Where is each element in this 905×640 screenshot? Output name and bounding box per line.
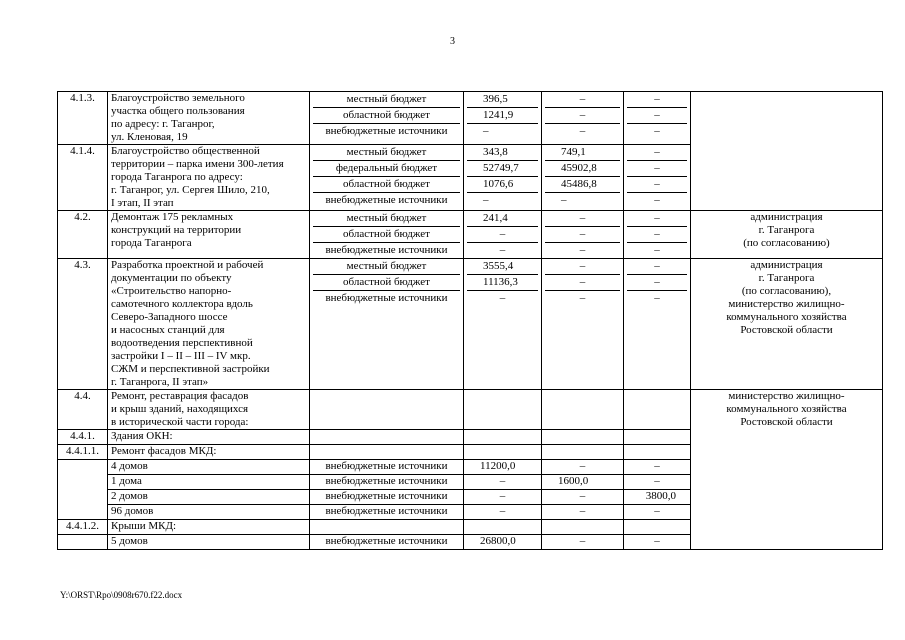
amount-col-2: – [542, 490, 624, 505]
item-name: 5 домов [108, 535, 310, 550]
table-row [58, 259, 883, 390]
amount-col-3: – [624, 460, 691, 475]
funding-source: внебюджетные источники [310, 475, 464, 490]
measure-name: Благоустройство земельного участка общего пользования по адресу: г. Таганрог, ул. Кленовая, 19 [108, 92, 310, 145]
row-number: 4.1.4. [58, 145, 108, 211]
amount-col-2: – [542, 535, 624, 550]
item-name: 96 домов [108, 505, 310, 520]
row-number: 4.4.1. [58, 430, 108, 445]
amount-col-3: – [624, 505, 691, 520]
funding-sources: местный бюджет федеральный бюджет областной бюджет внебюджетные источники [310, 145, 464, 211]
amount-col-3: – [624, 535, 691, 550]
item-name: 2 домов [108, 490, 310, 505]
amount-col-2: 749,1 45902,8 45486,8 – [542, 145, 624, 211]
amount-col-2: – – – [542, 259, 624, 390]
funding-sources: местный бюджет областной бюджет внебюджетные источники [310, 259, 464, 390]
item-name: 4 домов [108, 460, 310, 475]
funding-source: внебюджетные источники [310, 490, 464, 505]
measure-name: Демонтаж 175 рекламных конструкций на территории города Таганрога [108, 211, 310, 259]
amount-col-2: – – – [542, 211, 624, 259]
amount-col-3: – [624, 475, 691, 490]
amount-col-1: 3555,4 11136,3 – [464, 259, 542, 390]
funding-source: внебюджетные источники [310, 460, 464, 475]
row-number: 4.4.1.1. [58, 445, 108, 460]
amount-col-2: 1600,0 [542, 475, 624, 490]
responsible-org: администрация г. Таганрога (по согласованию) [691, 211, 883, 259]
amount-col-3: – – – [624, 92, 691, 145]
amount-col-3: – – – – [624, 145, 691, 211]
responsible-org [691, 92, 883, 211]
row-number: 4.2. [58, 211, 108, 259]
amount-col-1: 396,5 1241,9 – [464, 92, 542, 145]
table-row [58, 92, 883, 145]
amount-col-3: – – – [624, 211, 691, 259]
amount-col-1: – [464, 475, 542, 490]
table-row [58, 211, 883, 259]
row-number: 4.4. [58, 390, 108, 430]
amount-col-1: 26800,0 [464, 535, 542, 550]
file-path-footer: Y:\ORST\Rpo\0908r670.f22.docx [60, 590, 183, 600]
amount-col-3: – – – [624, 259, 691, 390]
row-number: 4.1.3. [58, 92, 108, 145]
measure-name: Разработка проектной и рабочей документации по объекту «Строительство напорно- самотечного коллектора вдоль Северо-Западного шоссе и насосных станций для водоотведения перспективной застройки I – II – III – IV мкр. СЖМ и перспективной застройки г. Таганрога, II этап» [108, 259, 310, 390]
funding-sources: местный бюджет областной бюджет внебюджетные источники [310, 92, 464, 145]
amount-col-3: 3800,0 [624, 490, 691, 505]
measure-name: Здания ОКН: [108, 430, 310, 445]
row-number: 4.3. [58, 259, 108, 390]
amount-col-1: – [464, 490, 542, 505]
responsible-org: администрация г. Таганрога (по согласованию), министерство жилищно- коммунального хозяйства Ростовской области [691, 259, 883, 390]
amount-col-2: – – – [542, 92, 624, 145]
row-number: 4.4.1.2. [58, 520, 108, 535]
funding-sources: местный бюджет областной бюджет внебюджетные источники [310, 211, 464, 259]
measure-name: Благоустройство общественной территории – парка имени 300-летия города Таганрога по адресу: г. Таганрог, ул. Сергея Шило, 210, I этап, II этап [108, 145, 310, 211]
funding-source: внебюджетные источники [310, 505, 464, 520]
measure-name: Ремонт фасадов МКД: [108, 445, 310, 460]
measure-name: Ремонт, реставрация фасадов и крыш зданий, находящихся в исторической части города: [108, 390, 310, 430]
program-table [57, 91, 883, 550]
responsible-org: министерство жилищно- коммунального хозяйства Ростовской области [691, 390, 883, 550]
amount-col-1: – [464, 505, 542, 520]
amount-col-2: – [542, 505, 624, 520]
amount-col-1: 11200,0 [464, 460, 542, 475]
table-row [58, 390, 883, 430]
page-number: 3 [450, 36, 455, 47]
amount-col-2: – [542, 460, 624, 475]
amount-col-1: 343,8 52749,7 1076,6 – [464, 145, 542, 211]
funding-source: внебюджетные источники [310, 535, 464, 550]
item-name: 1 дома [108, 475, 310, 490]
measure-name: Крыши МКД: [108, 520, 310, 535]
amount-col-1: 241,4 – – [464, 211, 542, 259]
